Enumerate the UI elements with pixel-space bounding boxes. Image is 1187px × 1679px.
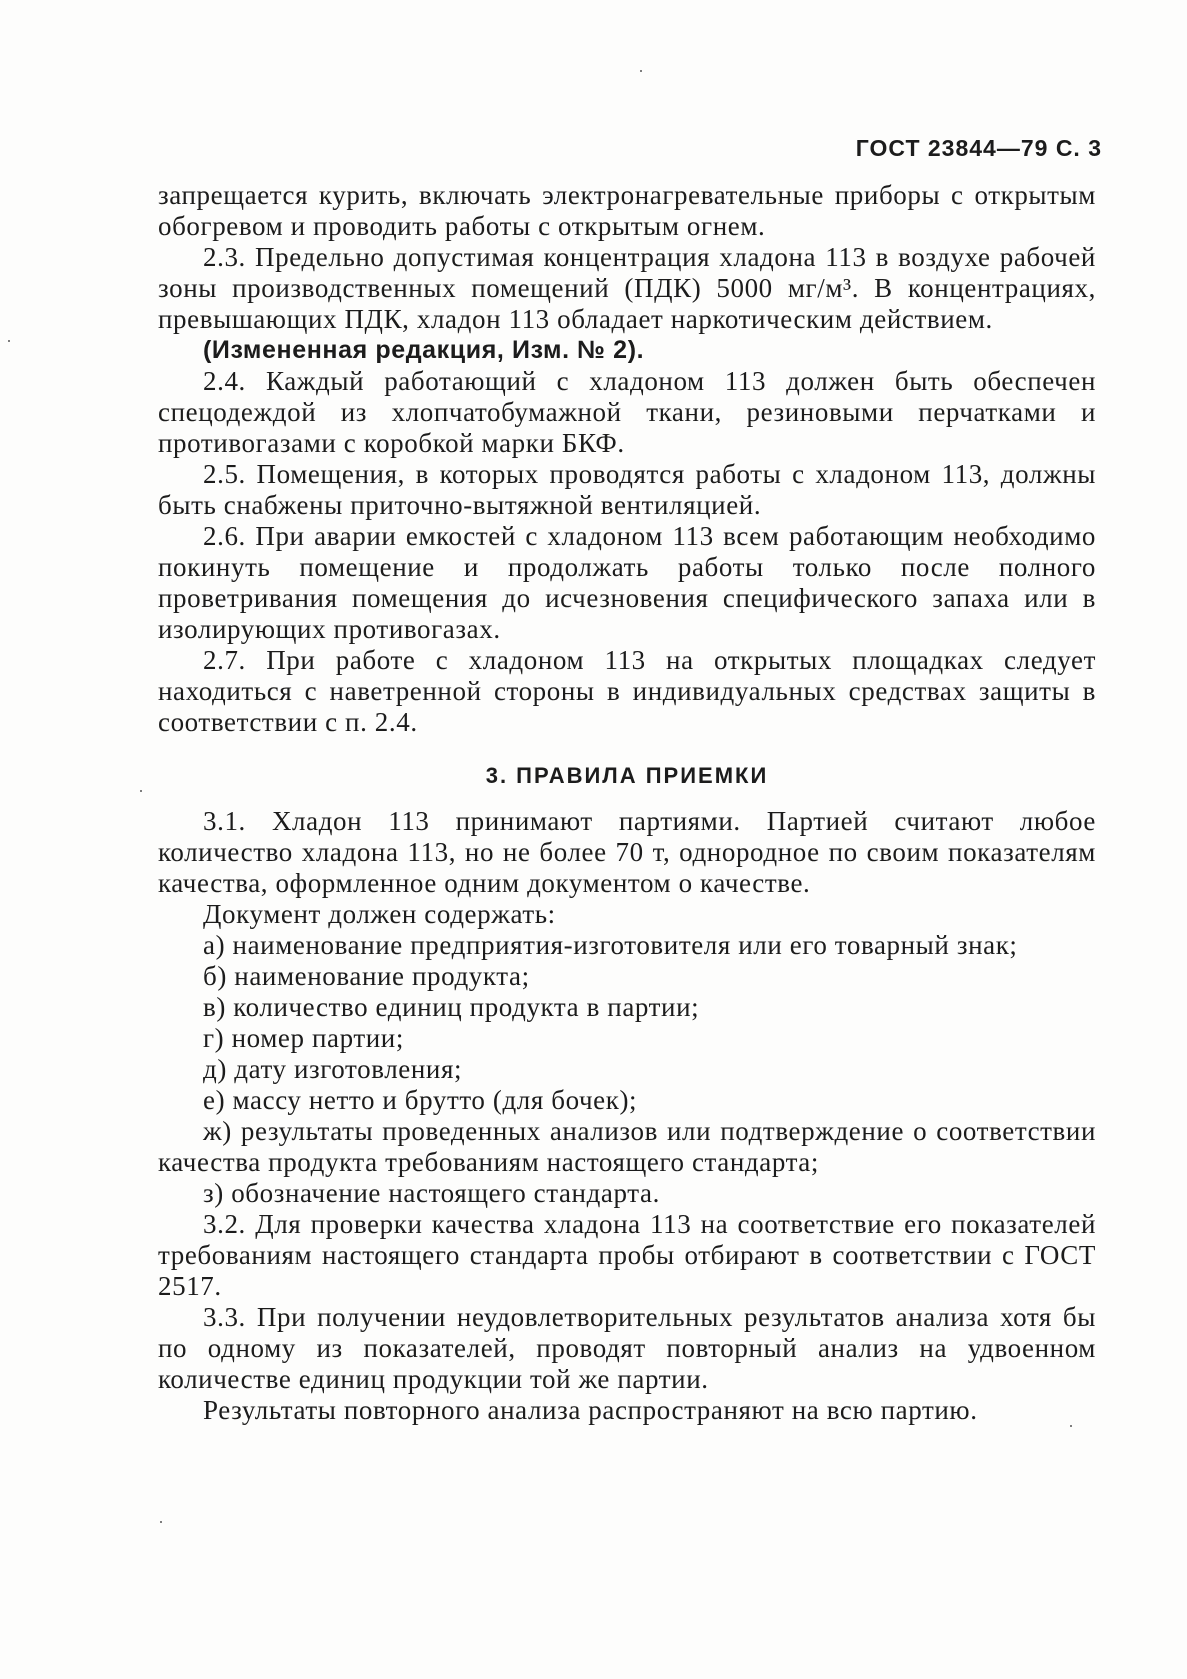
list-item: е) массу нетто и брутто (для бочек); xyxy=(203,1085,638,1115)
paragraph-2-6: 2.6. При аварии емкостей с хладоном 113 всем работающим необходимо покинуть помещение и продолжать работы только после полного проветривания помещения до исчезновения специфического запаха или в изолирующих противогазах. xyxy=(158,521,1096,644)
paragraph-2-5: 2.5. Помещения, в которых проводятся работы с хладоном 113, должны быть снабжены приточно-вытяжной вентиляцией. xyxy=(158,459,1096,520)
paragraph-2-3: 2.3. Предельно допустимая концентрация хладона 113 в воздухе рабочей зоны производственных помещений (ПДК) 5000 мг/м³. В концентрациях, превышающих ПДК, хладон 113 обладает наркотическим действием. xyxy=(158,242,1096,334)
scan-speck xyxy=(640,70,642,72)
paragraph-3-3-continued: Результаты повторного анализа распространяют на всю партию. xyxy=(203,1395,978,1425)
scan-speck xyxy=(140,790,142,792)
scan-speck xyxy=(1070,1425,1072,1427)
paragraph-3-2: 3.2. Для проверки качества хладона 113 на соответствие его показателей требованиям настоящего стандарта пробы отбирают в соответствии с ГОСТ 2517. xyxy=(158,1209,1096,1301)
list-item: з) обозначение настоящего стандарта. xyxy=(203,1178,660,1208)
page-header: ГОСТ 23844—79 С. 3 xyxy=(855,135,1102,161)
list-item: д) дату изготовления; xyxy=(203,1054,463,1084)
scan-speck xyxy=(8,340,10,342)
paragraph-continuation: запрещается курить, включать электронагревательные приборы с открытым обогревом и проводить работы с открытым огнем. xyxy=(158,180,1096,241)
scan-speck xyxy=(160,1521,162,1523)
list-item: в) количество единиц продукта в партии; xyxy=(203,992,700,1022)
document-contents-intro: Документ должен содержать: xyxy=(203,899,556,929)
list-item: ж) результаты проведенных анализов или подтверждение о соответствии качества продукта требованиям настоящего стандарта; xyxy=(158,1116,1096,1177)
paragraph-3-3: 3.3. При получении неудовлетворительных результатов анализа хотя бы по одному из показателей, проводят повторный анализ на удвоенном количестве единиц продукции той же партии. xyxy=(158,1302,1096,1394)
list-item: а) наименование предприятия-изготовителя или его товарный знак; xyxy=(203,930,1018,960)
document-body xyxy=(158,180,1096,1426)
paragraph-2-7: 2.7. При работе с хладоном 113 на открытых площадках следует находиться с наветренной стороны в индивидуальных средствах защиты в соответствии с п. 2.4. xyxy=(158,645,1096,737)
list-item: г) номер партии; xyxy=(203,1023,404,1053)
amendment-note: (Измененная редакция, Изм. № 2). xyxy=(203,336,645,364)
paragraph-3-1: 3.1. Хладон 113 принимают партиями. Партией считают любое количество хладона 113, но не более 70 т, однородное по своим показателям качества, оформленное одним документом о качестве. xyxy=(158,806,1096,898)
paragraph-2-4: 2.4. Каждый работающий с хладоном 113 должен быть обеспечен спецодеждой из хлопчатобумажной ткани, резиновыми перчатками и противогазами с коробкой марки БКФ. xyxy=(158,366,1096,458)
section-3-title: 3. ПРАВИЛА ПРИЕМКИ xyxy=(485,763,769,788)
list-item: б) наименование продукта; xyxy=(203,961,530,991)
